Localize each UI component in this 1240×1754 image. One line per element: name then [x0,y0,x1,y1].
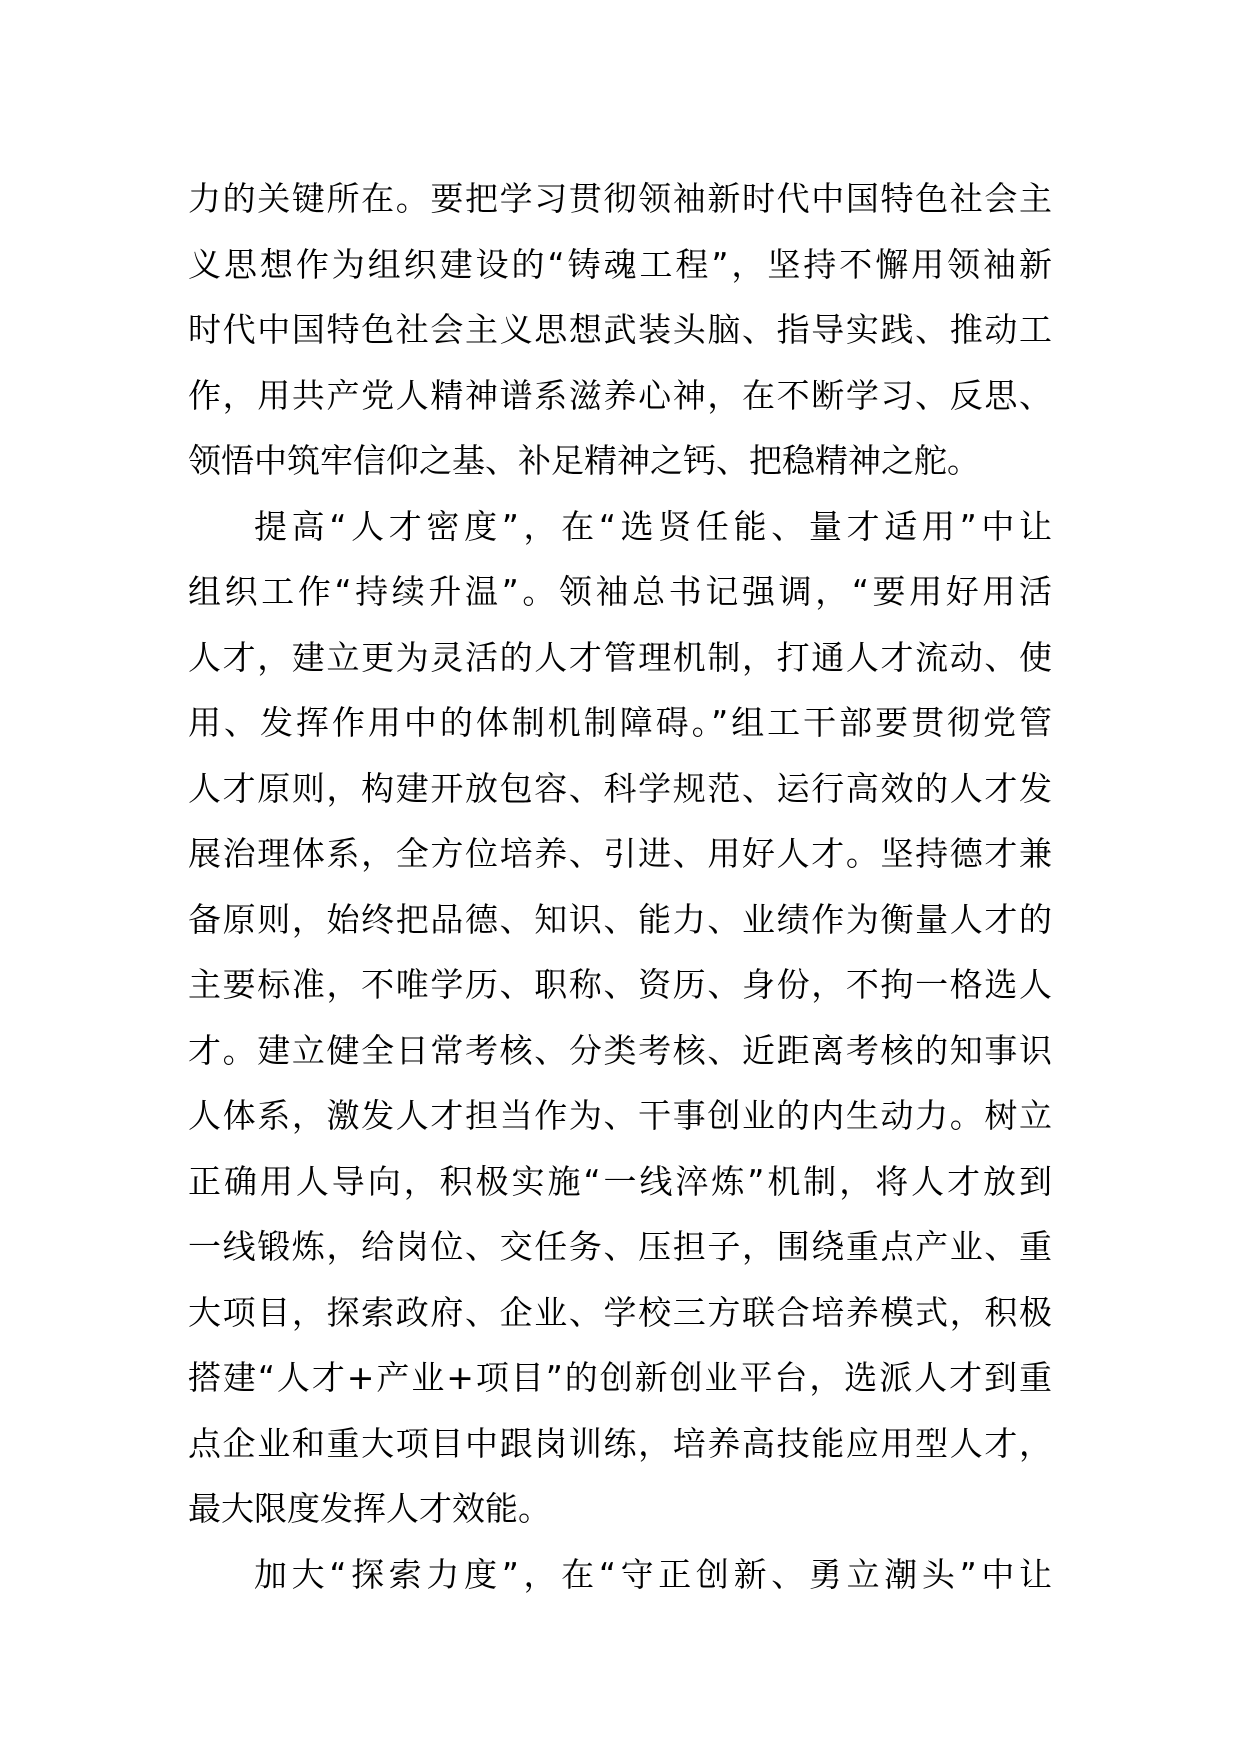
text-line: 展治理体系，全方位培养、引进、用好人才。坚持德才兼 [188,834,1052,873]
text-line: 人体系，激发人才担当作为、干事创业的内生动力。树立 [188,1096,1052,1135]
text-line: 点企业和重大项目中跟岗训练，培养高技能应用型人才， [188,1423,1052,1463]
text-line: 用、发挥作用中的体制机制障碍。”组工干部要贯彻党管 [188,703,1052,742]
body-text [188,166,1052,1607]
text-line: 大项目，探索政府、企业、学校三方联合培养模式，积极 [188,1292,1052,1332]
text-line: 备原则，始终把品德、知识、能力、业绩作为衡量人才的 [188,899,1052,939]
text-line: 人才，建立更为灵活的人才管理机制，打通人才流动、使 [188,637,1052,677]
text-line: 力的关键所在。要把学习贯彻领袖新时代中国特色社会主 [188,179,1052,218]
paragraph-start-line: 加大“探索力度”，在“守正创新、勇立潮头”中让 [254,1554,1052,1594]
text-line: 正确用人导向，积极实施“一线淬炼”机制，将人才放到 [188,1161,1052,1201]
text-line: 一线锻炼，给岗位、交任务、压担子，围绕重点产业、重 [188,1227,1052,1266]
text-line: 时代中国特色社会主义思想武装头脑、指导实践、推动工 [188,310,1052,349]
text-line: 主要标准，不唯学历、职称、资历、身份，不拘一格选人 [188,965,1052,1004]
paragraph-start-line: 提高“人才密度”，在“选贤任能、量才适用”中让 [254,506,1052,546]
text-line: 组织工作“持续升温”。领袖总书记强调，“要用好用活 [188,572,1052,611]
text-line: 才。建立健全日常考核、分类考核、近距离考核的知事识 [188,1030,1052,1070]
text-line: 最大限度发挥人才效能。 [188,1489,551,1528]
text-line: 领悟中筑牢信仰之基、补足精神之钙、把稳精神之舵。 [188,441,980,480]
text-line: 搭建“人才+产业+项目”的创新创业平台，选派人才到重 [188,1358,1052,1397]
text-line: 人才原则，构建开放包容、科学规范、运行高效的人才发 [188,768,1052,808]
text-line: 作，用共产党人精神谱系滋养心神，在不断学习、反思、 [188,375,1052,415]
text-line: 义思想作为组织建设的“铸魂工程”，坚持不懈用领袖新 [188,244,1052,284]
